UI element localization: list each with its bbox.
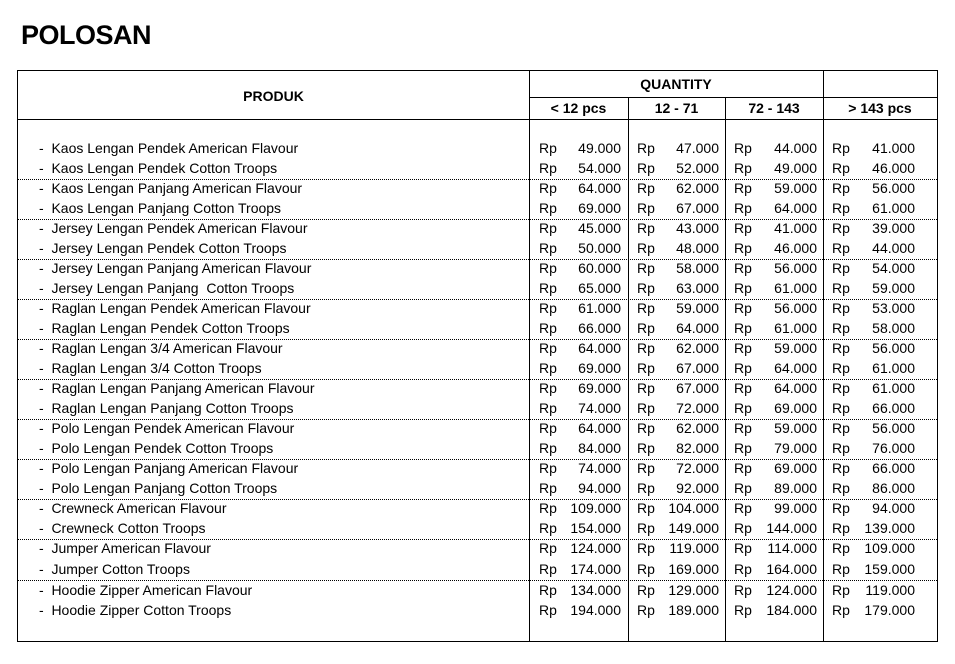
- price-value: 58.000: [872, 320, 915, 336]
- product-name: - Jumper Cotton Troops: [39, 561, 190, 577]
- currency-label: Rp: [832, 460, 850, 476]
- currency-label: Rp: [832, 140, 850, 156]
- product-name: - Jersey Lengan Panjang American Flavour: [39, 260, 312, 276]
- currency-label: Rp: [539, 420, 557, 436]
- price-value: 54.000: [872, 260, 915, 276]
- currency-label: Rp: [832, 360, 850, 376]
- price-value: 61.000: [872, 360, 915, 376]
- price-value: 64.000: [578, 340, 621, 356]
- currency-label: Rp: [539, 220, 557, 236]
- currency-label: Rp: [832, 540, 850, 556]
- currency-label: Rp: [539, 561, 557, 577]
- product-name: - Crewneck Cotton Troops: [39, 520, 206, 536]
- price-value: 45.000: [578, 220, 621, 236]
- quantity-underline: [529, 97, 937, 98]
- currency-label: Rp: [637, 440, 655, 456]
- currency-label: Rp: [832, 180, 850, 196]
- currency-label: Rp: [832, 420, 850, 436]
- page-title: POLOSAN: [21, 20, 152, 50]
- price-value: 66.000: [578, 320, 621, 336]
- product-name: - Kaos Lengan Pendek American Flavour: [39, 140, 299, 156]
- currency-label: Rp: [637, 180, 655, 196]
- price-value: 119.000: [669, 540, 719, 556]
- product-name: - Jersey Lengan Pendek American Flavour: [39, 220, 308, 236]
- currency-label: Rp: [734, 260, 752, 276]
- price-value: 159.000: [864, 561, 915, 577]
- price-value: 139.000: [864, 520, 915, 536]
- currency-label: Rp: [832, 160, 850, 176]
- product-name: - Polo Lengan Panjang American Flavour: [39, 460, 299, 476]
- product-name: - Raglan Lengan 3/4 Cotton Troops: [39, 360, 262, 376]
- currency-label: Rp: [734, 280, 752, 296]
- currency-label: Rp: [832, 300, 850, 316]
- currency-label: Rp: [832, 602, 850, 618]
- product-name: - Jersey Lengan Panjang Cotton Troops: [39, 280, 295, 296]
- price-value: 74.000: [578, 460, 621, 476]
- price-value: 56.000: [872, 180, 915, 196]
- currency-label: Rp: [539, 480, 557, 496]
- price-value: 76.000: [872, 440, 915, 456]
- product-name: - Polo Lengan Panjang Cotton Troops: [39, 480, 278, 496]
- product-name: - Raglan Lengan Pendek American Flavour: [39, 300, 311, 316]
- price-value: 63.000: [676, 280, 719, 296]
- product-name: - Hoodie Zipper Cotton Troops: [39, 602, 232, 618]
- currency-label: Rp: [832, 561, 850, 577]
- product-name: - Polo Lengan Pendek American Flavour: [39, 420, 295, 436]
- currency-label: Rp: [832, 500, 850, 516]
- price-value: 189.000: [668, 602, 719, 618]
- price-value: 164.000: [766, 561, 817, 577]
- price-value: 67.000: [676, 380, 719, 396]
- currency-label: Rp: [637, 240, 655, 256]
- price-value: 56.000: [774, 260, 817, 276]
- currency-label: Rp: [637, 340, 655, 356]
- currency-label: Rp: [734, 520, 752, 536]
- product-name: - Raglan Lengan Panjang Cotton Troops: [39, 400, 294, 416]
- header-produk: PRODUK: [243, 88, 304, 104]
- price-value: 89.000: [774, 480, 817, 496]
- currency-label: Rp: [637, 200, 655, 216]
- price-value: 59.000: [774, 340, 817, 356]
- currency-label: Rp: [539, 260, 557, 276]
- price-value: 174.000: [570, 561, 621, 577]
- currency-label: Rp: [539, 440, 557, 456]
- currency-label: Rp: [539, 140, 557, 156]
- currency-label: Rp: [539, 200, 557, 216]
- header-tier-2: 12 - 71: [654, 100, 699, 116]
- product-name: - Raglan Lengan Panjang American Flavour: [39, 380, 315, 396]
- price-value: 53.000: [872, 300, 915, 316]
- price-value: 114.000: [767, 540, 817, 556]
- currency-label: Rp: [637, 380, 655, 396]
- price-value: 62.000: [676, 180, 719, 196]
- product-name: - Crewneck American Flavour: [39, 500, 227, 516]
- currency-label: Rp: [539, 280, 557, 296]
- currency-label: Rp: [832, 440, 850, 456]
- currency-label: Rp: [539, 160, 557, 176]
- price-value: 61.000: [774, 320, 817, 336]
- row-group-divider: [18, 580, 937, 581]
- price-value: 61.000: [578, 300, 621, 316]
- price-value: 84.000: [578, 440, 621, 456]
- price-value: 41.000: [872, 140, 915, 156]
- currency-label: Rp: [637, 582, 655, 598]
- price-value: 184.000: [766, 602, 817, 618]
- price-value: 44.000: [774, 140, 817, 156]
- price-value: 47.000: [676, 140, 719, 156]
- price-value: 64.000: [774, 360, 817, 376]
- price-value: 69.000: [578, 380, 621, 396]
- header-underline: [18, 119, 937, 120]
- price-value: 59.000: [872, 280, 915, 296]
- currency-label: Rp: [539, 540, 557, 556]
- price-value: 49.000: [578, 140, 621, 156]
- price-value: 74.000: [578, 400, 621, 416]
- currency-label: Rp: [734, 160, 752, 176]
- currency-label: Rp: [734, 300, 752, 316]
- price-value: 67.000: [676, 360, 719, 376]
- currency-label: Rp: [637, 400, 655, 416]
- price-value: 69.000: [774, 400, 817, 416]
- price-value: 46.000: [872, 160, 915, 176]
- price-value: 94.000: [578, 480, 621, 496]
- price-value: 64.000: [578, 180, 621, 196]
- price-value: 56.000: [872, 420, 915, 436]
- price-value: 65.000: [578, 280, 621, 296]
- currency-label: Rp: [539, 602, 557, 618]
- price-value: 94.000: [872, 500, 915, 516]
- price-value: 92.000: [676, 480, 719, 496]
- currency-label: Rp: [734, 420, 752, 436]
- product-name: - Jersey Lengan Pendek Cotton Troops: [39, 240, 287, 256]
- product-name: - Jumper American Flavour: [39, 540, 211, 556]
- currency-label: Rp: [637, 460, 655, 476]
- currency-label: Rp: [832, 340, 850, 356]
- price-value: 58.000: [676, 260, 719, 276]
- currency-label: Rp: [637, 480, 655, 496]
- price-value: 72.000: [676, 460, 719, 476]
- price-value: 69.000: [774, 460, 817, 476]
- price-value: 99.000: [774, 500, 817, 516]
- price-value: 64.000: [774, 380, 817, 396]
- currency-label: Rp: [637, 220, 655, 236]
- header-tier-1: < 12 pcs: [550, 100, 607, 116]
- price-value: 69.000: [578, 360, 621, 376]
- price-table: [17, 70, 938, 642]
- currency-label: Rp: [832, 280, 850, 296]
- price-value: 124.000: [570, 540, 621, 556]
- currency-label: Rp: [539, 400, 557, 416]
- currency-label: Rp: [832, 240, 850, 256]
- currency-label: Rp: [637, 540, 655, 556]
- price-value: 119.000: [865, 582, 915, 598]
- product-name: - Raglan Lengan Pendek Cotton Troops: [39, 320, 290, 336]
- header-tier-4: > 143 pcs: [848, 100, 912, 116]
- price-value: 69.000: [578, 200, 621, 216]
- currency-label: Rp: [734, 220, 752, 236]
- currency-label: Rp: [637, 561, 655, 577]
- currency-label: Rp: [539, 520, 557, 536]
- currency-label: Rp: [734, 561, 752, 577]
- price-value: 59.000: [774, 180, 817, 196]
- currency-label: Rp: [539, 340, 557, 356]
- price-value: 61.000: [872, 200, 915, 216]
- currency-label: Rp: [539, 380, 557, 396]
- currency-label: Rp: [734, 340, 752, 356]
- price-value: 109.000: [864, 540, 915, 556]
- currency-label: Rp: [734, 360, 752, 376]
- divider-produk: [529, 71, 530, 641]
- currency-label: Rp: [832, 320, 850, 336]
- product-name: - Polo Lengan Pendek Cotton Troops: [39, 440, 274, 456]
- price-value: 46.000: [774, 240, 817, 256]
- product-name: - Kaos Lengan Panjang Cotton Troops: [39, 200, 282, 216]
- price-value: 179.000: [864, 602, 915, 618]
- currency-label: Rp: [637, 280, 655, 296]
- price-value: 86.000: [872, 480, 915, 496]
- currency-label: Rp: [734, 180, 752, 196]
- price-value: 59.000: [774, 420, 817, 436]
- currency-label: Rp: [734, 540, 752, 556]
- currency-label: Rp: [832, 400, 850, 416]
- price-value: 67.000: [676, 200, 719, 216]
- currency-label: Rp: [832, 200, 850, 216]
- currency-label: Rp: [637, 420, 655, 436]
- currency-label: Rp: [734, 440, 752, 456]
- currency-label: Rp: [832, 260, 850, 276]
- currency-label: Rp: [832, 220, 850, 236]
- price-value: 144.000: [766, 520, 817, 536]
- price-value: 64.000: [676, 320, 719, 336]
- price-value: 62.000: [676, 340, 719, 356]
- currency-label: Rp: [637, 602, 655, 618]
- price-value: 72.000: [676, 400, 719, 416]
- currency-label: Rp: [539, 460, 557, 476]
- currency-label: Rp: [734, 380, 752, 396]
- currency-label: Rp: [539, 582, 557, 598]
- currency-label: Rp: [637, 260, 655, 276]
- currency-label: Rp: [539, 300, 557, 316]
- currency-label: Rp: [734, 582, 752, 598]
- price-value: 64.000: [578, 420, 621, 436]
- currency-label: Rp: [637, 160, 655, 176]
- currency-label: Rp: [637, 140, 655, 156]
- price-value: 109.000: [570, 500, 621, 516]
- currency-label: Rp: [734, 400, 752, 416]
- price-value: 43.000: [676, 220, 719, 236]
- currency-label: Rp: [637, 520, 655, 536]
- price-value: 66.000: [872, 400, 915, 416]
- currency-label: Rp: [734, 480, 752, 496]
- currency-label: Rp: [832, 520, 850, 536]
- price-value: 62.000: [676, 420, 719, 436]
- currency-label: Rp: [832, 582, 850, 598]
- price-value: 66.000: [872, 460, 915, 476]
- product-name: - Kaos Lengan Pendek Cotton Troops: [39, 160, 278, 176]
- price-value: 129.000: [668, 582, 719, 598]
- currency-label: Rp: [734, 602, 752, 618]
- currency-label: Rp: [637, 500, 655, 516]
- divider-tier-3: [823, 71, 824, 641]
- price-value: 56.000: [774, 300, 817, 316]
- currency-label: Rp: [734, 500, 752, 516]
- currency-label: Rp: [832, 380, 850, 396]
- price-value: 52.000: [676, 160, 719, 176]
- currency-label: Rp: [637, 320, 655, 336]
- currency-label: Rp: [539, 360, 557, 376]
- currency-label: Rp: [734, 320, 752, 336]
- currency-label: Rp: [539, 180, 557, 196]
- currency-label: Rp: [539, 320, 557, 336]
- currency-label: Rp: [539, 240, 557, 256]
- currency-label: Rp: [734, 140, 752, 156]
- currency-label: Rp: [734, 200, 752, 216]
- product-name: - Hoodie Zipper American Flavour: [39, 582, 253, 598]
- price-value: 149.000: [668, 520, 719, 536]
- price-value: 124.000: [766, 582, 817, 598]
- price-value: 61.000: [774, 280, 817, 296]
- price-value: 154.000: [570, 520, 621, 536]
- price-value: 64.000: [774, 200, 817, 216]
- price-value: 60.000: [578, 260, 621, 276]
- product-name: - Kaos Lengan Panjang American Flavour: [39, 180, 303, 196]
- price-value: 61.000: [872, 380, 915, 396]
- price-value: 56.000: [872, 340, 915, 356]
- price-value: 44.000: [872, 240, 915, 256]
- price-value: 104.000: [668, 500, 719, 516]
- currency-label: Rp: [637, 360, 655, 376]
- price-value: 49.000: [774, 160, 817, 176]
- price-value: 79.000: [774, 440, 817, 456]
- price-value: 59.000: [676, 300, 719, 316]
- currency-label: Rp: [637, 300, 655, 316]
- currency-label: Rp: [832, 480, 850, 496]
- price-value: 50.000: [578, 240, 621, 256]
- header-quantity: QUANTITY: [640, 76, 712, 92]
- price-value: 169.000: [668, 561, 719, 577]
- price-value: 48.000: [676, 240, 719, 256]
- currency-label: Rp: [734, 240, 752, 256]
- price-value: 134.000: [570, 582, 621, 598]
- price-value: 54.000: [578, 160, 621, 176]
- product-name: - Raglan Lengan 3/4 American Flavour: [39, 340, 283, 356]
- price-value: 41.000: [774, 220, 817, 236]
- price-value: 82.000: [676, 440, 719, 456]
- header-tier-3: 72 - 143: [748, 100, 800, 116]
- currency-label: Rp: [539, 500, 557, 516]
- currency-label: Rp: [734, 460, 752, 476]
- price-value: 39.000: [872, 220, 915, 236]
- price-value: 194.000: [570, 602, 621, 618]
